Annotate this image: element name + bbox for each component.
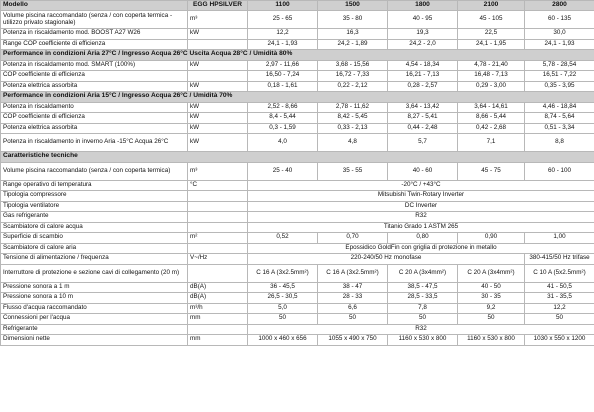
spec-parameter: Range COP coefficiente di efficienza	[1, 39, 188, 50]
spec-value: 8,27 - 5,41	[388, 113, 458, 124]
section-header-row	[1, 152, 594, 163]
spec-value: 0,70	[318, 233, 388, 244]
spec-value-shared: R32	[248, 212, 594, 223]
header-row	[1, 1, 594, 11]
spec-value: 4,78 - 21,40	[458, 60, 525, 71]
spec-unit: kW	[188, 60, 248, 71]
spec-value: C 20 A (3x4mm²)	[388, 264, 458, 282]
spec-value: 3,64 - 14,61	[458, 102, 525, 113]
spec-parameter: Refrigerante	[1, 324, 188, 335]
spec-parameter: Volume piscina raccomandato (senza / con coperta termica - utilizzo privato stagionale)	[1, 11, 188, 29]
spec-parameter: Tensione di alimentazione / frequenza	[1, 254, 188, 265]
spec-unit: m³	[188, 11, 248, 29]
spec-unit: kW	[188, 81, 248, 92]
spec-value: 50	[248, 314, 318, 325]
section-title: Performance in condizioni Aria 27°C / Ingresso Acqua 26°C Uscita Acqua 28°C / Umidità 80%	[1, 50, 594, 61]
spec-value: 0,52	[248, 233, 318, 244]
spec-value: 40 - 95	[388, 11, 458, 29]
spec-unit	[188, 201, 248, 212]
header-model-label: Modello	[1, 1, 188, 11]
spec-value: 3,64 - 13,42	[388, 102, 458, 113]
spec-value: 38,5 - 47,5	[388, 282, 458, 293]
spec-value: 50	[458, 314, 525, 325]
spec-value: 1160 x 530 x 800	[388, 335, 458, 346]
spec-row	[1, 81, 594, 92]
spec-unit: mm	[188, 314, 248, 325]
spec-unit	[188, 243, 248, 254]
spec-value: 0,35 - 3,95	[525, 81, 594, 92]
spec-value: 40 - 60	[388, 162, 458, 180]
spec-value: 16,72 - 7,33	[318, 71, 388, 82]
section-title: Performance in condizioni Aria 15°C / Ingresso Acqua 26°C / Umidità 70%	[1, 92, 594, 103]
spec-value: 60 - 100	[525, 162, 594, 180]
spec-value: 0,33 - 2,13	[318, 123, 388, 134]
spec-unit	[188, 191, 248, 202]
spec-parameter: Gas refrigerante	[1, 212, 188, 223]
spec-row	[1, 201, 594, 212]
section-header-row	[1, 50, 594, 61]
spec-value: 4,8	[318, 134, 388, 152]
spec-row	[1, 60, 594, 71]
spec-parameter: Tipologia compressore	[1, 191, 188, 202]
spec-value: 40 - 50	[458, 282, 525, 293]
spec-value: 50	[388, 314, 458, 325]
spec-unit: dB(A)	[188, 293, 248, 304]
spec-value: 8,4 - 5,44	[248, 113, 318, 124]
spec-value: 4,54 - 18,34	[388, 60, 458, 71]
spec-value: 50	[525, 314, 594, 325]
spec-parameter: Potenza elettrica assorbita	[1, 81, 188, 92]
spec-value: 35 - 80	[318, 11, 388, 29]
spec-value: 0,51 - 3,34	[525, 123, 594, 134]
spec-unit	[188, 212, 248, 223]
spec-value: 24,1 - 1,95	[458, 39, 525, 50]
spec-row	[1, 29, 594, 40]
spec-value: 0,42 - 2,68	[458, 123, 525, 134]
spec-value: 1,00	[525, 233, 594, 244]
spec-row	[1, 303, 594, 314]
spec-parameter: Interruttore di protezione e sezione cavi di collegamento (20 m)	[1, 264, 188, 282]
spec-value-monophase: 220-240/50 Hz monofase	[248, 254, 525, 265]
spec-row	[1, 222, 594, 233]
header-model-1800: 1800	[388, 1, 458, 11]
spec-unit	[188, 222, 248, 233]
spec-value: 24,1 - 1,93	[525, 39, 594, 50]
spec-row	[1, 314, 594, 325]
spec-parameter: Potenza in riscaldamento mod. BOOST A27 W26	[1, 29, 188, 40]
spec-value: 16,50 - 7,24	[248, 71, 318, 82]
spec-value-shared: Epossidico GoldFin con griglia di protezione in metallo	[248, 243, 594, 254]
spec-parameter: Flusso d'acqua raccomandato	[1, 303, 188, 314]
spec-value: 45 - 75	[458, 162, 525, 180]
spec-value: 0,28 - 2,57	[388, 81, 458, 92]
spec-parameter: Range operativo di temperatura	[1, 180, 188, 191]
spec-value: 41 - 50,5	[525, 282, 594, 293]
spec-value: 0,18 - 1,61	[248, 81, 318, 92]
spec-unit: m²	[188, 233, 248, 244]
spec-unit: kW	[188, 123, 248, 134]
spec-value: 0,44 - 2,48	[388, 123, 458, 134]
spec-value: 1055 x 490 x 750	[318, 335, 388, 346]
spec-value: 35 - 55	[318, 162, 388, 180]
spec-row	[1, 212, 594, 223]
spec-value: 16,3	[318, 29, 388, 40]
header-product-line: EGG HPSILVER	[188, 1, 248, 11]
spec-parameter: Scambiatore di calore aria	[1, 243, 188, 254]
spec-row	[1, 191, 594, 202]
spec-unit: V~/Hz	[188, 254, 248, 265]
spec-value: 1000 x 460 x 656	[248, 335, 318, 346]
spec-value: 30,0	[525, 29, 594, 40]
spec-value: 0,80	[388, 233, 458, 244]
header-model-2800: 2800	[525, 1, 594, 11]
spec-value: 2,52 - 8,66	[248, 102, 318, 113]
spec-value: 9,2	[458, 303, 525, 314]
spec-unit	[188, 71, 248, 82]
spec-value: 5,78 - 28,54	[525, 60, 594, 71]
spec-value: 0,22 - 2,12	[318, 81, 388, 92]
spec-parameter: Tipologia ventilatore	[1, 201, 188, 212]
spec-parameter: Potenza in riscaldamento in inverno Aria -15°C Acqua 26°C	[1, 134, 188, 152]
spec-value: 8,74 - 5,64	[525, 113, 594, 124]
spec-unit: dB(A)	[188, 282, 248, 293]
spec-parameter: Pressione sonora a 10 m	[1, 293, 188, 304]
spec-value-triphase: 380-415/50 Hz trifase	[525, 254, 594, 265]
spec-value: 25 - 40	[248, 162, 318, 180]
spec-row	[1, 162, 594, 180]
spec-value: C 20 A (3x4mm²)	[458, 264, 525, 282]
spec-value: 19,3	[388, 29, 458, 40]
spec-value: C 16 A (3x2.5mm²)	[318, 264, 388, 282]
spec-unit	[188, 264, 248, 282]
spec-row	[1, 282, 594, 293]
spec-unit	[188, 39, 248, 50]
spec-row	[1, 254, 594, 265]
spec-value: 1030 x 550 x 1200	[525, 335, 594, 346]
spec-unit	[188, 324, 248, 335]
spec-row	[1, 335, 594, 346]
spec-body	[1, 11, 594, 346]
spec-value: 8,8	[525, 134, 594, 152]
spec-parameter: Potenza elettrica assorbita	[1, 123, 188, 134]
spec-row	[1, 113, 594, 124]
spec-value: 25 - 65	[248, 11, 318, 29]
header-model-2100: 2100	[458, 1, 525, 11]
spec-value: 36 - 45,5	[248, 282, 318, 293]
spec-value-shared: R32	[248, 324, 594, 335]
spec-value: 12,2	[525, 303, 594, 314]
spec-value: 24,2 - 2,0	[388, 39, 458, 50]
spec-parameter: Volume piscina raccomandato (senza / con coperta termica)	[1, 162, 188, 180]
header-model-1500: 1500	[318, 1, 388, 11]
header-model-1100: 1100	[248, 1, 318, 11]
spec-value: 22,5	[458, 29, 525, 40]
spec-unit: kW	[188, 102, 248, 113]
spec-value: 4,46 - 18,84	[525, 102, 594, 113]
spec-value: 31 - 35,5	[525, 293, 594, 304]
spec-parameter: Potenza in riscaldamento	[1, 102, 188, 113]
spec-value: 7,1	[458, 134, 525, 152]
spec-value: 3,68 - 15,56	[318, 60, 388, 71]
spec-value-shared: DC Inverter	[248, 201, 594, 212]
section-title: Caratteristiche tecniche	[1, 152, 594, 163]
spec-unit: kW	[188, 113, 248, 124]
spec-value: 28,5 - 33,5	[388, 293, 458, 304]
spec-value: 7,8	[388, 303, 458, 314]
spec-row	[1, 264, 594, 282]
spec-value: 28 - 33	[318, 293, 388, 304]
spec-row	[1, 123, 594, 134]
spec-unit: m³	[188, 162, 248, 180]
spec-value: 24,1 - 1,93	[248, 39, 318, 50]
spec-value: 16,48 - 7,13	[458, 71, 525, 82]
spec-value: 5,7	[388, 134, 458, 152]
spec-row	[1, 11, 594, 29]
spec-row	[1, 71, 594, 82]
spec-row	[1, 233, 594, 244]
section-header-row	[1, 92, 594, 103]
spec-unit: kW	[188, 29, 248, 40]
spec-value: 1160 x 530 x 800	[458, 335, 525, 346]
spec-value: 8,42 - 5,45	[318, 113, 388, 124]
spec-row	[1, 324, 594, 335]
spec-unit: °C	[188, 180, 248, 191]
spec-value: 4,0	[248, 134, 318, 152]
spec-value-shared: -20°C / +43°C	[248, 180, 594, 191]
spec-row	[1, 243, 594, 254]
spec-row	[1, 180, 594, 191]
spec-value: C 10 A (5x2.5mm²)	[525, 264, 594, 282]
spec-value: 30 - 35	[458, 293, 525, 304]
spec-value: C 16 A (3x2.5mm²)	[248, 264, 318, 282]
spec-value: 50	[318, 314, 388, 325]
spec-parameter: Pressione sonora a 1 m	[1, 282, 188, 293]
spec-unit: m³/h	[188, 303, 248, 314]
spec-value: 38 - 47	[318, 282, 388, 293]
spec-row	[1, 102, 594, 113]
spec-parameter: Dimensioni nette	[1, 335, 188, 346]
spec-value: 16,51 - 7,22	[525, 71, 594, 82]
spec-parameter: Superficie di scambio	[1, 233, 188, 244]
spec-value: 2,78 - 11,62	[318, 102, 388, 113]
spec-value: 0,29 - 3,00	[458, 81, 525, 92]
spec-value: 2,97 - 11,66	[248, 60, 318, 71]
spec-value: 45 - 105	[458, 11, 525, 29]
spec-row	[1, 39, 594, 50]
spec-parameter: Potenza in riscaldamento mod. SMART (100%)	[1, 60, 188, 71]
spec-row	[1, 134, 594, 152]
spec-value: 6,6	[318, 303, 388, 314]
spec-value: 60 - 135	[525, 11, 594, 29]
spec-unit: kW	[188, 134, 248, 152]
spec-value: 24,2 - 1,89	[318, 39, 388, 50]
spec-value-shared: Titanio Grado 1 ASTM 265	[248, 222, 594, 233]
spec-value: 12,2	[248, 29, 318, 40]
spec-unit: mm	[188, 335, 248, 346]
spec-row	[1, 293, 594, 304]
spec-value: 16,21 - 7,13	[388, 71, 458, 82]
spec-value-shared: Mitsubishi Twin-Rotary Inverter	[248, 191, 594, 202]
spec-value: 26,5 - 30,5	[248, 293, 318, 304]
spec-value: 5,0	[248, 303, 318, 314]
spec-value: 0,3 - 1,59	[248, 123, 318, 134]
spec-parameter: COP coefficiente di efficienza	[1, 71, 188, 82]
spec-parameter: Scambiatore di calore acqua	[1, 222, 188, 233]
spec-value: 8,66 - 5,44	[458, 113, 525, 124]
spec-parameter: COP coefficiente di efficienza	[1, 113, 188, 124]
spec-parameter: Connessioni per l'acqua	[1, 314, 188, 325]
spec-value: 0,90	[458, 233, 525, 244]
